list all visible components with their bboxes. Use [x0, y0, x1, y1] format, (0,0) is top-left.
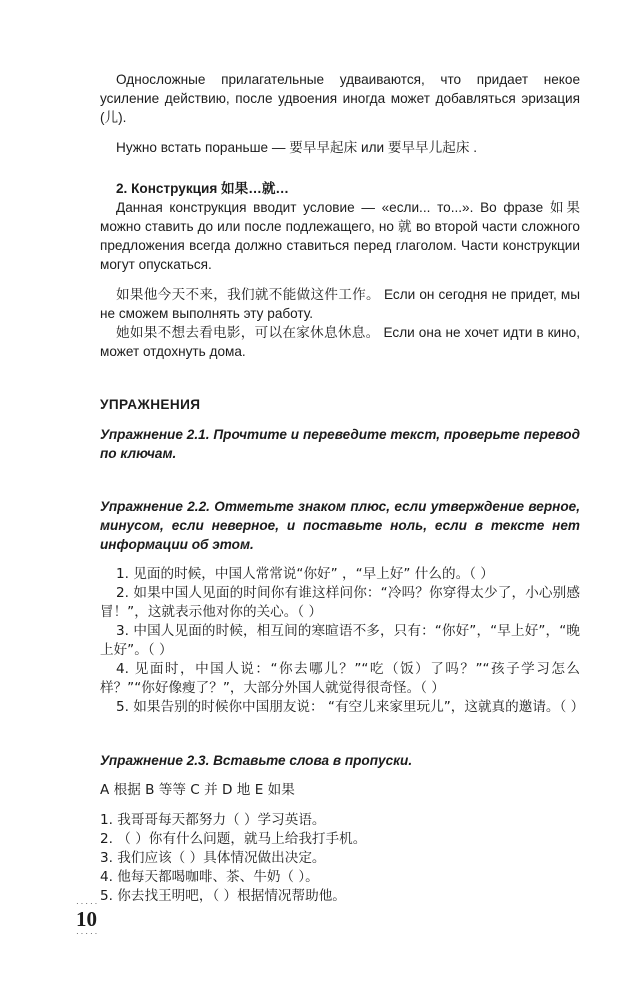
paragraph-reduplication: Односложные прилагательные удваиваются, что придает некое усиление действию, после удвоения иногда может добавляться эризация (儿).: [100, 72, 580, 125]
page-folio: [76, 900, 106, 938]
exercise-2-2-title: Упражнение 2.2. Отметьте знаком плюс, если утверждение верное, минусом, если неверное, и поставьте ноль, если в тексте нет информации об этом.: [100, 499, 580, 552]
exercise-2-2-item: 1. 见面的时候，中国人常常说“你好” ，“早上好” 什么的。（ ）: [116, 566, 494, 582]
exercise-2-3-title: Упражнение 2.3. Вставьте слова в пропуски.: [100, 753, 413, 768]
section-title-construction: 2. Конструкция 如果…就…: [116, 181, 290, 196]
exercise-2-3-item: 3. 我们应该（ ）具体情况做出决定。: [100, 850, 326, 866]
exercise-2-2-item: 3. 中国人见面的时候，相互间的寒暄语不多，只有：“你好”，“早上好”，“晚上好”。（ ）: [100, 623, 580, 658]
exercise-2-3-item: 5. 你去找王明吧，（ ）根据情况帮助他。: [100, 888, 346, 904]
page-number: 10: [76, 907, 97, 931]
folio-dots-top: ·····: [76, 899, 100, 908]
exercise-2-3-item: 4. 他每天都喝咖啡、茶、牛奶（ ）。: [100, 869, 319, 885]
example-sentence-2: 她如果不想去看电影，可以在家休息休息。 Если она не хочет идти в кино, может отдохнуть дома.: [100, 325, 580, 359]
page-content: [100, 70, 585, 906]
exercise-2-3-item: 2. （ ）你有什么问题，就马上给我打手机。: [100, 831, 367, 847]
exercises-heading: УПРАЖНЕНИЯ: [100, 397, 201, 412]
exercise-2-1-title: Упражнение 2.1. Прочтите и переведите текст, проверьте перевод по ключам.: [100, 427, 580, 461]
exercise-2-2-item: 2. 如果中国人见面的时间你有谁这样问你：“冷吗？你穿得太少了，小心别感冒！”，这就表示他对你的关心。（ ）: [100, 585, 580, 620]
paragraph-construction: Данная конструкция вводит условие — «если... то...». Во фразе 如果 можно ставить до или после подлежащего, но 就 во второй части сложного предложения всегда должно ставиться перед глаголом. Части конструкции могут опускаться.: [100, 200, 580, 272]
folio-dots-bottom: ·····: [76, 929, 100, 938]
exercise-2-2-item: 5. 如果告别的时候你中国朋友说： “有空儿来家里玩儿”，这就真的邀请。（ ）: [116, 699, 585, 715]
exercise-2-3-item: 1. 我哥哥每天都努力（ ）学习英语。: [100, 812, 326, 828]
example-sentence-1: 如果他今天不来，我们就不能做这件工作。 Если он сегодня не придет, мы не сможем выполнять эту работу.: [100, 287, 580, 321]
paragraph-example-early: Нужно встать пораньше — 要早早起床 или 要早早儿起床 .: [116, 140, 477, 155]
exercise-2-2-item: 4. 见面时，中国人说：“你去哪儿？”“吃（饭）了吗？”“孩子学习怎么样？”“你好像瘦了？”，大部分外国人就觉得很奇怪。（ ）: [100, 661, 580, 696]
exercise-2-3-options: A 根据 B 等等 C 并 D 地 E 如果: [100, 782, 295, 798]
